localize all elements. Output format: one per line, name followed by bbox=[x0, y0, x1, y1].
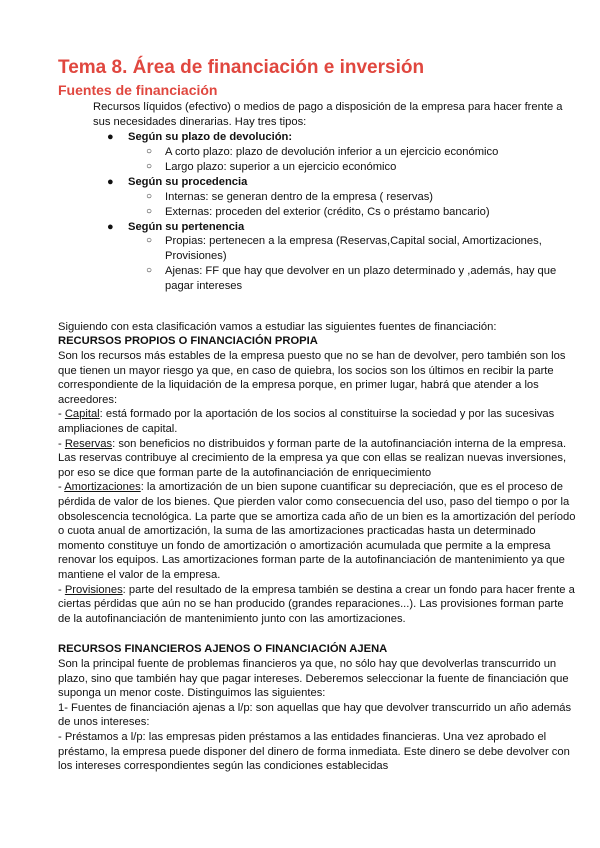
section-heading-propios: RECURSOS PROPIOS O FINANCIACIÓN PROPIA bbox=[58, 335, 318, 347]
circle-bullet-icon: ○ bbox=[146, 235, 153, 246]
circle-bullet-icon: ○ bbox=[146, 161, 153, 172]
bullet-icon: ● bbox=[107, 176, 114, 188]
term-amortizaciones: Amortizaciones bbox=[64, 481, 141, 494]
list-item-text: A corto plazo: plazo de devolución inferior a un ejercicio económico bbox=[165, 146, 499, 158]
term-provisiones: Provisiones bbox=[64, 583, 123, 596]
reservas-text: : son beneficios no distribuidos y forman parte de la autofinanciación interna de la empresa. Las reservas contribuye al crecimiento de la empresa ya que con ellas se realizan nuevas inversiones, por eso se dice que forman parte de la autofinanciación de enriquecimiento bbox=[58, 437, 567, 479]
bullet-icon: ● bbox=[107, 131, 114, 143]
amortizaciones-item: - Amortizaciones: la amortización de un bien supone cuantificar su depreciación, que es el proceso de pérdida de valor de los bienes. Que pierden valor como consecuencia del uso, paso del tiempo o por la obsolescencia tecnológica. La parte que se amortiza cada año de un bien es la amortización del período o cuota anual de amortización, la suma de las amortizaciones practicadas hasta un determinado momento constituye un fondo de amortización o amortización acumulada que permite a la empresa renovar los equipos. Las amortizaciones forman parte de la autofinanciación de mantenimiento ya que mantiene el valor de la empresa. bbox=[58, 481, 576, 581]
list-item-text: Ajenas: FF que hay que devolver en un plazo determinado y ,además, hay que pagar intereses bbox=[165, 265, 557, 292]
transition-paragraph: Siguiendo con esta clasificación vamos a estudiar las siguientes fuentes de financiación: bbox=[58, 321, 497, 333]
circle-bullet-icon: ○ bbox=[146, 265, 153, 276]
type-label: Según su plazo de devolución: bbox=[128, 131, 293, 143]
list-item bbox=[146, 205, 576, 220]
section-subtitle: Fuentes de financiación bbox=[58, 82, 218, 98]
type-label: Según su pertenencia bbox=[128, 221, 245, 233]
propios-section-body bbox=[58, 349, 576, 626]
term-capital: Capital bbox=[64, 408, 100, 421]
section-heading-ajenos: RECURSOS FINANCIEROS AJENOS O FINANCIACIÓN AJENA bbox=[58, 643, 388, 655]
type-label: Según su procedencia bbox=[128, 176, 248, 188]
list-item bbox=[146, 160, 576, 175]
list-item-text: Internas: se generan dentro de la empresa ( reservas) bbox=[165, 191, 434, 203]
list-item bbox=[146, 145, 576, 160]
circle-bullet-icon: ○ bbox=[146, 206, 153, 217]
list-item-text: Largo plazo: superior a un ejercicio económico bbox=[165, 161, 397, 173]
intro-paragraph: Recursos líquidos (efectivo) o medios de pago a disposición de la empresa para hacer frente a sus necesidades dinerarias. Hay tres tipos: bbox=[93, 101, 563, 128]
amortizaciones-text: : la amortización de un bien supone cuantificar su depreciación, que es el proceso de pérdida de valor de los bienes. Que pierden valor como consecuencia del uso, paso del tiempo o por la obsolescencia tecnológica. La parte que se amortiza cada año de un bien es la amortización del período o cuota anual de amortización, la suma de las amortizaciones practicadas hasta un determinado momento constituye un fondo de amortización o amortización acumulada que permite a la empresa renovar los equipos. Las amortizaciones forman parte de la autofinanciación de mantenimiento ya que mantiene el valor de la empresa. bbox=[58, 481, 576, 581]
list-item bbox=[146, 234, 576, 263]
propios-intro: Son los recursos más estables de la empresa puesto que no se han de devolver, pero también son los que tienen un mayor riesgo ya que, en caso de quiebra, los socios son los últimos en recibir la parte correspondiente de la liquidación de la empresa porque, en primer lugar, habrá que atender a los acreedores: bbox=[58, 350, 566, 406]
provisiones-item: - Provisiones: parte del resultado de la empresa también se destina a crear un fondo para hacer frente a ciertas pérdidas que aún no se han producido (grandes reparaciones...). Las provisiones forman parte de la autofinanciación de mantenimiento junto con las amortizaciones. bbox=[58, 583, 575, 625]
list-item bbox=[146, 190, 576, 205]
list-item bbox=[146, 264, 576, 293]
ajenos-point-1: 1- Fuentes de financiación ajenas a l/p: son aquellas que hay que devolver transcurrido un año además de unos intereses: bbox=[58, 701, 572, 729]
ajenos-intro: Son la principal fuente de problemas financieros ya que, no sólo hay que devolverlas transcurrido un plazo, sino que también hay que pagar intereses. Deberemos seleccionar la fuente de financiación que suponga un menor coste. Distinguimos las siguientes: bbox=[58, 658, 569, 700]
list-item-text: Propias: pertenecen a la empresa (Reservas,Capital social, Amortizaciones, Provisiones) bbox=[165, 235, 542, 262]
term-reservas: Reservas bbox=[64, 437, 113, 450]
bullet-icon: ● bbox=[107, 221, 114, 233]
provisiones-text: : parte del resultado de la empresa también se destina a crear un fondo para hacer frente a ciertas pérdidas que aún no se han producido (grandes reparaciones...). Las provisiones forman parte de la autofinanciación de mantenimiento junto con las amortizaciones. bbox=[58, 583, 575, 625]
list-item-text: Externas: proceden del exterior (crédito, Cs o préstamo bancario) bbox=[165, 206, 490, 218]
capital-item: - Capital: está formado por la aportación de los socios al constituirse la sociedad y por las sucesivas ampliaciones de capital. bbox=[58, 408, 555, 435]
page-title: Tema 8. Área de financiación e inversión bbox=[58, 57, 425, 78]
circle-bullet-icon: ○ bbox=[146, 191, 153, 202]
capital-text: : está formado por la aportación de los socios al constituirse la sociedad y por las sucesivas ampliaciones de capital. bbox=[58, 408, 555, 435]
reservas-item: - Reservas: son beneficios no distribuidos y forman parte de la autofinanciación interna de la empresa. Las reservas contribuye al crecimiento de la empresa ya que con ellas se realizan nuevas inversiones, por eso se dice que forman parte de la autofinanciación de enriquecimiento bbox=[58, 437, 567, 479]
ajenos-section-body bbox=[58, 657, 576, 774]
ajenos-point-2: - Préstamos a l/p: las empresas piden préstamos a las entidades financieras. Una vez aprobado el préstamo, la empresa puede disponer del dinero de forma inmediata. Este dinero se debe devolver con los intereses correspondientes según las condiciones establecidas bbox=[58, 730, 570, 773]
circle-bullet-icon: ○ bbox=[146, 146, 153, 157]
